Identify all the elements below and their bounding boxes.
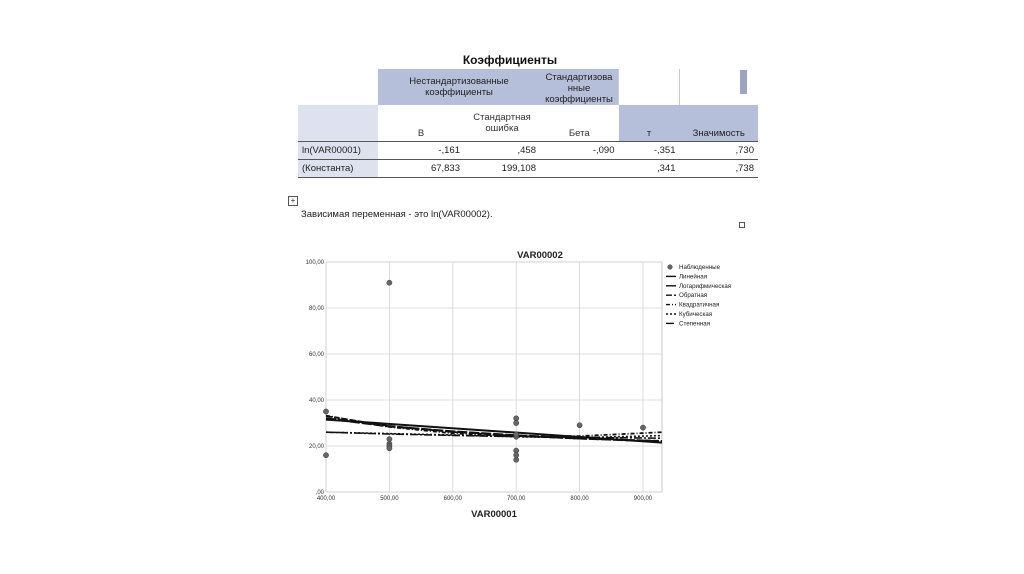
table-title: Коэффициенты: [462, 53, 558, 67]
x-tick-label: 400,00: [316, 496, 336, 502]
cell-t: ,341: [619, 160, 680, 178]
y-tick-label: 20,00: [308, 444, 324, 450]
data-point: [387, 280, 392, 285]
legend-label: Обратная: [679, 292, 708, 300]
row-label: (Константа): [298, 160, 378, 178]
data-point: [514, 432, 519, 437]
y-axis: [306, 260, 325, 496]
data-point: [323, 453, 328, 458]
x-tick-label: 500,00: [380, 496, 399, 502]
table-footnote: Зависимая переменная - это ln(VAR00002).: [301, 209, 493, 220]
legend-marker: [668, 265, 673, 270]
x-tick-label: 900,00: [633, 496, 653, 502]
legend-label: Наблюденные: [679, 264, 721, 271]
legend-label: Линейная: [679, 273, 708, 281]
y-tick-label: 80,00: [308, 306, 324, 312]
chart-legend: [666, 264, 731, 327]
x-tick-label: 800,00: [570, 496, 589, 502]
cell-beta: -,090: [540, 142, 619, 160]
col-header-sig: Значимость: [680, 105, 759, 142]
legend-label: Логарифмическая: [679, 282, 732, 290]
col-header-b: B: [378, 105, 464, 142]
header-unstandardized: Нестандартизованные коэффициенты: [378, 69, 540, 105]
col-header-se: Стандартная ошибка: [464, 105, 540, 142]
cell-t: -,351: [619, 142, 680, 160]
cell-sig: ,730: [680, 142, 759, 160]
x-tick-label: 700,00: [507, 496, 526, 502]
y-tick-label: 60,00: [308, 352, 324, 358]
row-label: ln(VAR00001): [298, 142, 378, 160]
x-tick-label: 600,00: [443, 496, 462, 502]
col-header-beta: Бета: [540, 105, 619, 142]
cell-se: ,458: [464, 142, 540, 160]
cell-b: -,161: [378, 142, 464, 160]
x-axis-label: VAR00001: [471, 509, 517, 520]
expand-icon[interactable]: +: [288, 196, 298, 206]
y-tick-label: ,00: [315, 490, 324, 496]
data-point: [640, 425, 645, 430]
x-axis: [317, 496, 653, 502]
col-header-t: т: [619, 105, 680, 142]
data-point: [514, 420, 519, 425]
data-point: [514, 457, 519, 462]
legend-label: Кубическая: [679, 311, 713, 318]
y-tick-label: 40,00: [308, 398, 324, 404]
data-point: [387, 446, 392, 451]
legend-label: Квадратичная: [679, 301, 720, 309]
legend-label: Степенная: [679, 320, 711, 328]
chart-title: VAR00002: [517, 250, 563, 261]
y-tick-label: 100,00: [305, 260, 324, 266]
plot-area: [326, 262, 662, 492]
cell-se: 199,108: [464, 160, 540, 178]
cell-b: 67,833: [378, 160, 464, 178]
data-point: [323, 409, 328, 414]
header-standardized: Стандартизова нные коэффициенты: [540, 69, 619, 105]
cell-sig: ,738: [680, 160, 759, 178]
data-point: [577, 423, 582, 428]
